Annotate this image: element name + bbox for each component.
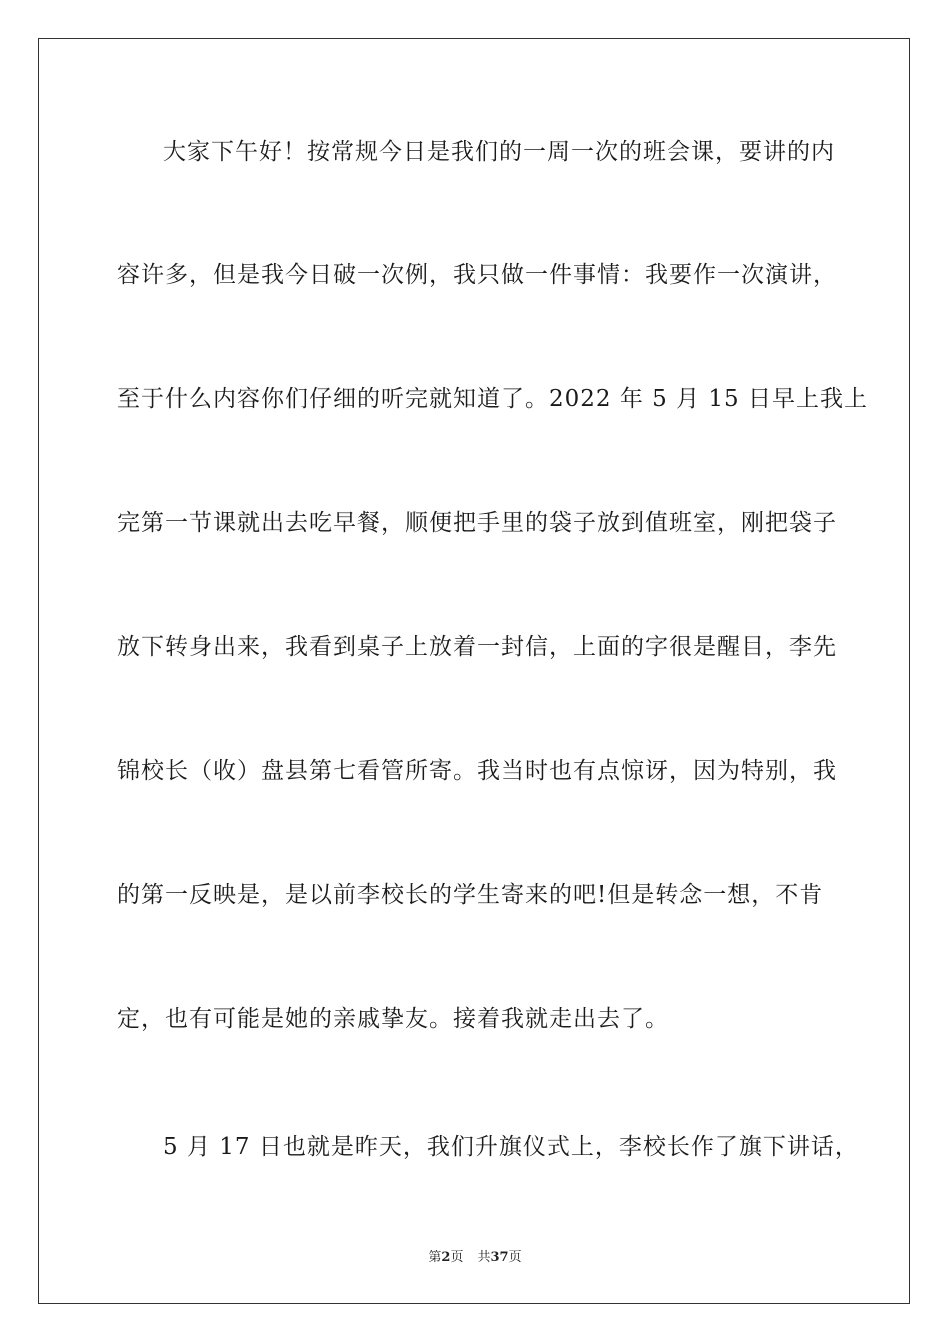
footer-page-suffix: 页 bbox=[450, 1250, 464, 1265]
paragraph-line-6: 锦校长（收）盘县第七看管所寄。我当时也有点惊讶，因为特别，我 bbox=[117, 758, 837, 784]
footer-page-prefix: 第 bbox=[428, 1250, 442, 1265]
paragraph-line-5: 放下转身出来，我看到桌子上放着一封信，上面的字很是醒目，李先 bbox=[117, 634, 837, 660]
paragraph-line-3: 至于什么内容你们仔细的听完就知道了。2022 年 5 月 15 日早上我上 bbox=[117, 386, 868, 412]
paragraph-line-4: 完第一节课就出去吃早餐，顺便把手里的袋子放到值班室，刚把袋子 bbox=[117, 510, 837, 536]
footer-page-number: 2 bbox=[441, 1250, 451, 1265]
footer-total-prefix: 共 bbox=[477, 1250, 491, 1265]
page-footer bbox=[0, 1246, 950, 1265]
page-border bbox=[38, 38, 910, 1304]
paragraph-line-8: 定，也有可能是她的亲戚挚友。接着我就走出去了。 bbox=[117, 1006, 669, 1032]
paragraph-line-1: 大家下午好！按常规今日是我们的一周一次的班会课，要讲的内 bbox=[163, 139, 835, 165]
footer-total-suffix: 页 bbox=[508, 1250, 522, 1265]
paragraph-line-7: 的第一反映是，是以前李校长的学生寄来的吧!但是转念一想，不肯 bbox=[117, 882, 824, 908]
paragraph-line-9: 5 月 17 日也就是昨天，我们升旗仪式上，李校长作了旗下讲话， bbox=[163, 1134, 859, 1160]
paragraph-line-2: 容许多，但是我今日破一次例，我只做一件事情：我要作一次演讲， bbox=[117, 262, 837, 288]
footer-total-pages: 37 bbox=[490, 1250, 509, 1265]
